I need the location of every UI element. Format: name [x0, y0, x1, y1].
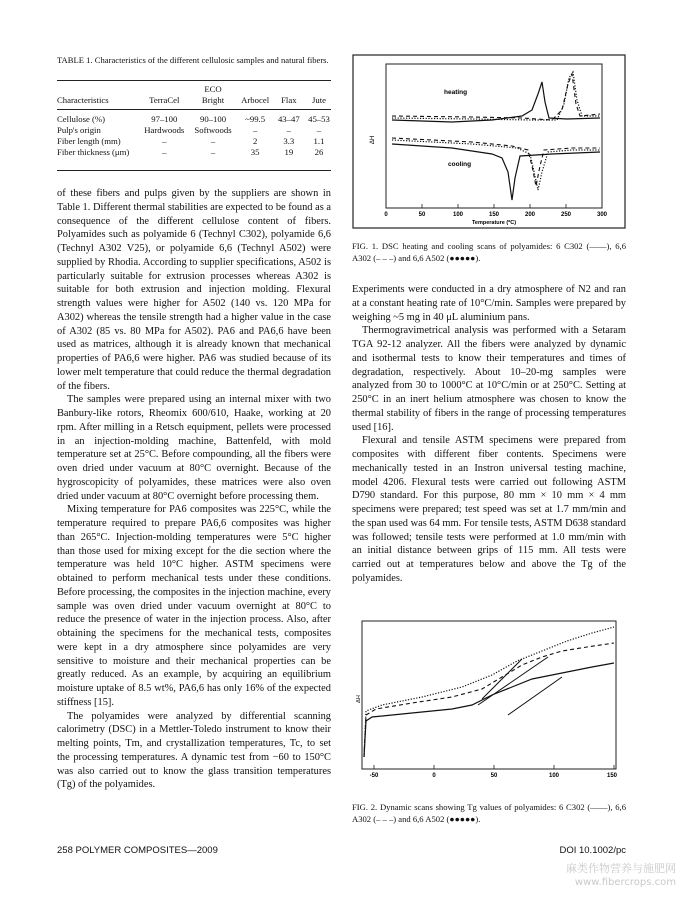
table-row: [57, 147, 331, 158]
table-cell: 90–100: [199, 114, 227, 124]
table-cell: 43–47: [277, 114, 300, 124]
table-cell: 3.3: [283, 136, 295, 146]
fig1-xtick-label: 50: [418, 212, 426, 218]
table-cell: –: [286, 125, 291, 135]
watermark-line2: www.fibercrops.com: [574, 877, 676, 888]
fig1-caption: FIG. 1. DSC heating and cooling scans of polyamides: 6 C302 (——), 6,6 A302 (– – –) and 6,6 A502 (●●●●●).: [352, 241, 626, 263]
table-cell: –: [252, 125, 258, 135]
fig1-cooling-a302: [392, 138, 600, 186]
col-header: Bright: [201, 95, 225, 105]
fig1-cooling-a502: [392, 140, 600, 190]
fig1-xtick-label: 250: [560, 212, 572, 218]
table-cell: –: [316, 125, 322, 135]
col-header-eco: ECO: [204, 84, 222, 94]
fig1-label-cooling: cooling: [448, 161, 472, 168]
fig1-xtick-label: 150: [488, 212, 500, 218]
page-footer-right: DOI 10.1002/pc: [559, 845, 626, 856]
table-caption: TABLE 1. Characteristics of the different cellulosic samples and natural fibers.: [57, 55, 329, 65]
table-header-row: [57, 95, 331, 106]
fig1-xticks: [386, 204, 602, 208]
fig2-xtick-label: 100: [548, 773, 560, 779]
fig1-axes: [386, 64, 602, 208]
paragraph: Mixing temperature for PA6 composites was 225°C, while the temperature required to prepare PA6,6 composites was higher than 265°C. Injection-molding temperatures were 5°C higher than those used for mixing except for the die section where the temperature was held 10°C higher. ASTM specimens were obtained to perform mechanical tests under these conditions. Before processing, the composites in the injection machine, every sample was oven dried under vacuum overnight at 80°C to reduce the presence of water in the injection process. Also, after obtaining the specimens for the mechanical tests, composites were kept in a dry atmosphere since polyamides are very sensitive to moisture and their mechanical properties can be greatly reduced. As an example, by acquiring an equilibrium moisture uptake of 8.5 wt%, PA6,6 has only 16% of the expected stiffness [15].: [57, 504, 331, 708]
right-column-text: [352, 283, 626, 586]
watermark: [520, 862, 676, 889]
table-row: [57, 114, 331, 125]
fig1-xtick-label: 300: [596, 212, 608, 218]
table-cell: –: [210, 136, 216, 146]
fig2-xtick-label: -50: [369, 773, 379, 779]
table-cell: 26: [314, 147, 324, 157]
paragraph: Experiments were conducted in a dry atmosphere of N2 and ran at a constant heating rate of 10°C/min. Samples were prepared by weighing ~5 mg in 40 μL aluminium pans.: [352, 284, 626, 323]
watermark-line1: 麻类作物营养与施肥网: [566, 862, 676, 875]
fig2-curve-c302: [364, 663, 614, 757]
paragraph: Flexural and tensile ASTM specimens were prepared from composites with different fiber contents. Specimens were mechanically tested in an Instron universal testing machine, model 4206. Flexural tests were carried out following ASTM D790 standard. For this purpose, 80 mm × 10 mm × 4 mm specimens were prepared; test speed was set at 1.7 mm/min and the span used was 64 mm. For tensile tests, ASTM D638 standard was followed; tensile tests were performed at 1.0 mm/min with an initial distance between grips of 115 mm. All tests were carried out at temperatures below and above the Tg of the polyamides.: [352, 435, 626, 584]
fig1-cooling-c302: [392, 144, 600, 200]
table-cell: 1.1: [313, 136, 325, 146]
table-cell: Fiber length (mm): [57, 136, 121, 146]
fig1-xtick-label: 100: [452, 212, 464, 218]
fig1-xtick-label: 200: [524, 212, 536, 218]
fig1-xtick-labels: [384, 212, 607, 218]
table-cell: Pulp's origin: [57, 125, 101, 135]
table-cell: –: [162, 136, 167, 146]
figure-1: [352, 54, 626, 229]
col-header: TerraCel: [149, 95, 180, 105]
fig2-xtick-label: 150: [606, 773, 618, 779]
col-header: Jute: [311, 95, 326, 105]
paragraph: The samples were prepared using an internal mixer with two Banbury-like rotors, Rheomix 600/610, Haake, working at 20 rpm. After milling in a Retsch equipment, pellets were processed in an injection-molding machine, Battenfeld, with mold temperature set at 25°C. Before compounding, all the fibers were oven dried under vacuum at 80°C overnight. Because of the hygroscopicity of polyamides, these matrices were also oven dried under vacuum at 80°C overnight before processing them.: [57, 394, 331, 502]
table-cell: 35: [250, 147, 260, 157]
table-row: [57, 125, 331, 136]
fig1-xtick-label: 0: [384, 212, 388, 218]
table-cell: Hardwoods: [144, 125, 185, 135]
fig1-plot: [352, 54, 626, 229]
figure-2: [352, 617, 626, 789]
fig1-frame: [353, 55, 625, 228]
fig2-caption: FIG. 2. Dynamic scans showing Tg values of polyamides: 6 C302 (——), 6,6 A302 (– – –) and 6,6 A502 (●●●●●).: [352, 802, 626, 824]
fig2-axes: [362, 621, 616, 769]
fig2-xtick-label: 0: [432, 773, 436, 779]
fig1-label-heating: heating: [444, 89, 468, 96]
table-bottom-rule: [57, 170, 331, 171]
fig1-heating-a502: [392, 72, 600, 120]
fig1-heating-a302: [392, 74, 600, 120]
table-cell: Fiber thickness (μm): [57, 147, 130, 157]
fig1-xlabel: Temperature (ºC): [471, 220, 517, 226]
table-top-rule: [57, 80, 331, 81]
table-cell: ~99.5: [245, 114, 266, 124]
table-1: [57, 84, 331, 158]
table-cell: Softwoods: [194, 125, 232, 135]
fig2-xtick-labels: [370, 773, 618, 779]
table-cell: 97–100: [151, 114, 178, 124]
table-row: [57, 136, 331, 147]
table-cell: 45–53: [308, 114, 330, 124]
table-cell: –: [162, 147, 167, 157]
fig2-plot: [352, 617, 626, 789]
table-cell: –: [210, 147, 216, 157]
col-header: Flax: [281, 95, 297, 105]
col-header: Arbocel: [241, 95, 270, 105]
page-footer-left: 258 POLYMER COMPOSITES—2009: [57, 845, 218, 856]
table-cell: 19: [284, 147, 294, 157]
fig2-curve-a302: [364, 643, 614, 757]
table-cell: Cellulose (%): [57, 114, 106, 124]
paragraph: of these fibers and pulps given by the suppliers are shown in Table 1. Different thermal stabilities are expected to be found as a consequence of the different cellulose content of fibers. Polyamides such as polyamide 6 (Technyl C302), polyamide 6,6 (Technyl A302 V25), or polyamide 6,6 (Technyl A502) were supplied by Rhodia. According to supplier specifications, A502 is particularly suitable for extrusion processes whereas A302 is suitable for both extrusion and injection molding. Flexural strength values were higher for A502 (140 vs. 120 MPa for A302) whereas the tensile strength had a higher value in the case of A302 (85 vs. 80 MPa for A502). PA6 and PA6,6 have been used as matrices, although it is already known that mechanical properties of PA6,6 were higher. PA6 was studied because of its lower melt temperature that could reduce the thermal degradation of the fibers.: [57, 188, 331, 392]
paragraph: Thermogravimetrical analysis was performed with a Setaram TGA 92-12 analyzer. All the fibers were analyzed by dynamic and isothermal tests to know their temperatures and times of degradation, respectively. About 10–20-mg samples were analyzed from 30 to 1000°C at 10°C/min or at 250°C. Setting at 250°C in an inert helium atmosphere was chosen to know the thermal stability of fibers in the range of processing temperatures used [16].: [352, 325, 626, 433]
left-column-text: [57, 187, 331, 792]
fig2-ylabel: ΔH: [356, 695, 362, 703]
fig2-xtick-label: 50: [490, 773, 498, 779]
col-header: Characteristics: [57, 95, 109, 105]
paragraph: The polyamides were analyzed by differential scanning calorimetry (DSC) in a Mettler-Toledo instrument to know their melting points, Tm, and crystallization temperatures, Tc, to set the processing temperatures. A dynamic test from −60 to 150°C was also carried out to know the glass transition temperatures (Tg) of the polyamides.: [57, 710, 331, 791]
fig2-xticks: [374, 765, 614, 769]
table-cell: 2: [252, 136, 258, 146]
fig1-ylabel: ΔH: [370, 135, 376, 145]
